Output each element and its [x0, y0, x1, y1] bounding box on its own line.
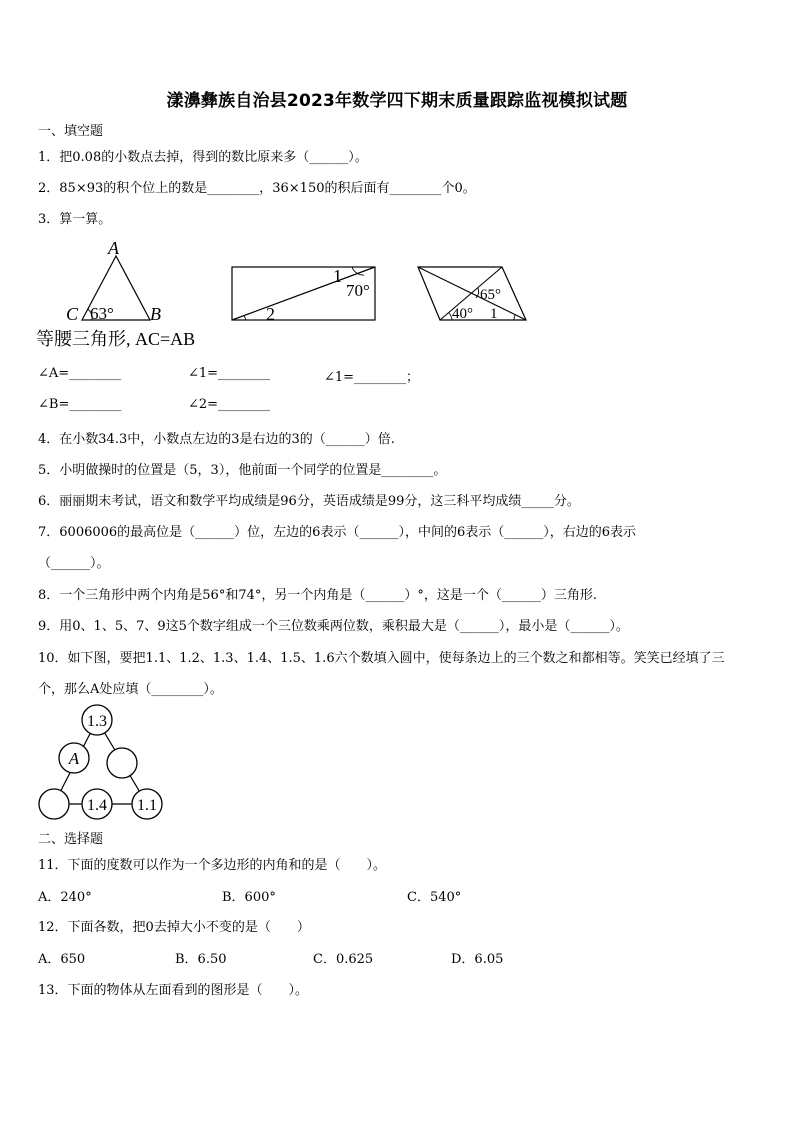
triangle-angle-63: 63° [90, 304, 114, 323]
question-3: 3．算一算。 [38, 212, 112, 227]
question-12-option-a: A．650 [38, 952, 86, 967]
page-title: 漾濞彝族自治县2023年数学四下期末质量跟踪监视模拟试题 [166, 91, 628, 111]
circle-top-value: 1.3 [87, 713, 107, 730]
q3-answer-para-angle-1: ∠1=________； [324, 370, 420, 385]
triangle-label-a: A [108, 238, 119, 258]
question-7-line-1: 7．6006006的最高位是（______）位，左边的6表示（______），中间的6表示（______），右边的6表示 [38, 525, 636, 540]
q3-answer-angle-a: ∠A=________ [38, 366, 122, 381]
parallelogram-angle-40: 40° [452, 306, 473, 322]
question-10-line-2: 个，那么A处应填（________）。 [38, 682, 223, 697]
question-12: 12．下面各数，把0去掉大小不变的是（ ） [38, 920, 310, 935]
isosceles-triangle-figure [66, 238, 161, 324]
parallelogram-angle-1: 1 [490, 306, 498, 322]
rectangle-angle-70: 70° [346, 281, 370, 300]
circle-bottom-right-value: 1.1 [137, 797, 157, 814]
circle-bottom-mid-value: 1.4 [87, 797, 107, 814]
question-4: 4．在小数34.3中，小数点左边的3是右边的3的（______）倍. [38, 432, 395, 447]
question-10-line-1: 10．如下图，要把1.1、1.2、1.3、1.4、1.5、1.6六个数填入圆中，使每条边上的三个数之和都相等。笑笑已经填了三 [38, 651, 725, 666]
triangle-caption: 等腰三角形, AC=AB [36, 329, 196, 349]
question-9: 9．用0、1、5、7、9这5个数字组成一个三位数乘两位数，乘积最大是（______），最小是（______）。 [38, 619, 629, 634]
rectangle-angle-2: 2 [266, 304, 275, 324]
question-12-option-d: D．6.05 [451, 952, 504, 967]
question-6: 6．丽丽期末考试，语文和数学平均成绩是96分，英语成绩是99分，这三科平均成绩_____分。 [38, 494, 580, 509]
question-11-option-c: C．540° [407, 890, 462, 905]
section-fill-blank-heading: 一、填空题 [38, 124, 104, 139]
question-1: 1．把0.08的小数点去掉，得到的数比原来多（______）。 [38, 150, 368, 165]
question-2: 2．85×93的积个位上的数是________，36×150的积后面有________个0。 [38, 181, 476, 196]
circle-bottom-left [39, 789, 69, 819]
question-7-line-2: （______）。 [38, 556, 110, 571]
question-10-circle-triangle-figure [34, 700, 168, 824]
q3-answer-rect-angle-1: ∠1=________ [188, 366, 271, 381]
question-11-option-b: B．600° [222, 890, 276, 905]
question-5: 5．小明做操时的位置是（5，3），他前面一个同学的位置是________。 [38, 463, 447, 478]
parallelogram-angle-65: 65° [480, 287, 501, 303]
question-12-option-b: B．6.50 [175, 952, 227, 967]
q3-answer-angle-b: ∠B=________ [38, 397, 122, 412]
q3-answer-rect-angle-2: ∠2=________ [188, 397, 271, 412]
question-3-figures [30, 236, 550, 352]
question-8: 8．一个三角形中两个内角是56°和74°，另一个内角是（______）°，这是一个（______）三角形. [38, 588, 597, 603]
triangle-label-c: C [66, 304, 79, 324]
circle-left-mid-label: A [68, 749, 80, 768]
question-11: 11．下面的度数可以作为一个多边形的内角和的是（ ）。 [38, 858, 387, 873]
question-12-option-c: C．0.625 [313, 952, 374, 967]
section-choice-heading: 二、选择题 [38, 832, 104, 847]
rectangle-diagonal-figure [232, 266, 375, 324]
rectangle-angle-1: 1 [333, 266, 342, 286]
question-11-option-a: A．240° [38, 890, 92, 905]
question-13: 13．下面的物体从左面看到的图形是（ ）。 [38, 983, 309, 998]
circle-right-mid [107, 748, 137, 778]
triangle-label-b: B [150, 304, 161, 324]
parallelogram-figure [418, 267, 526, 322]
